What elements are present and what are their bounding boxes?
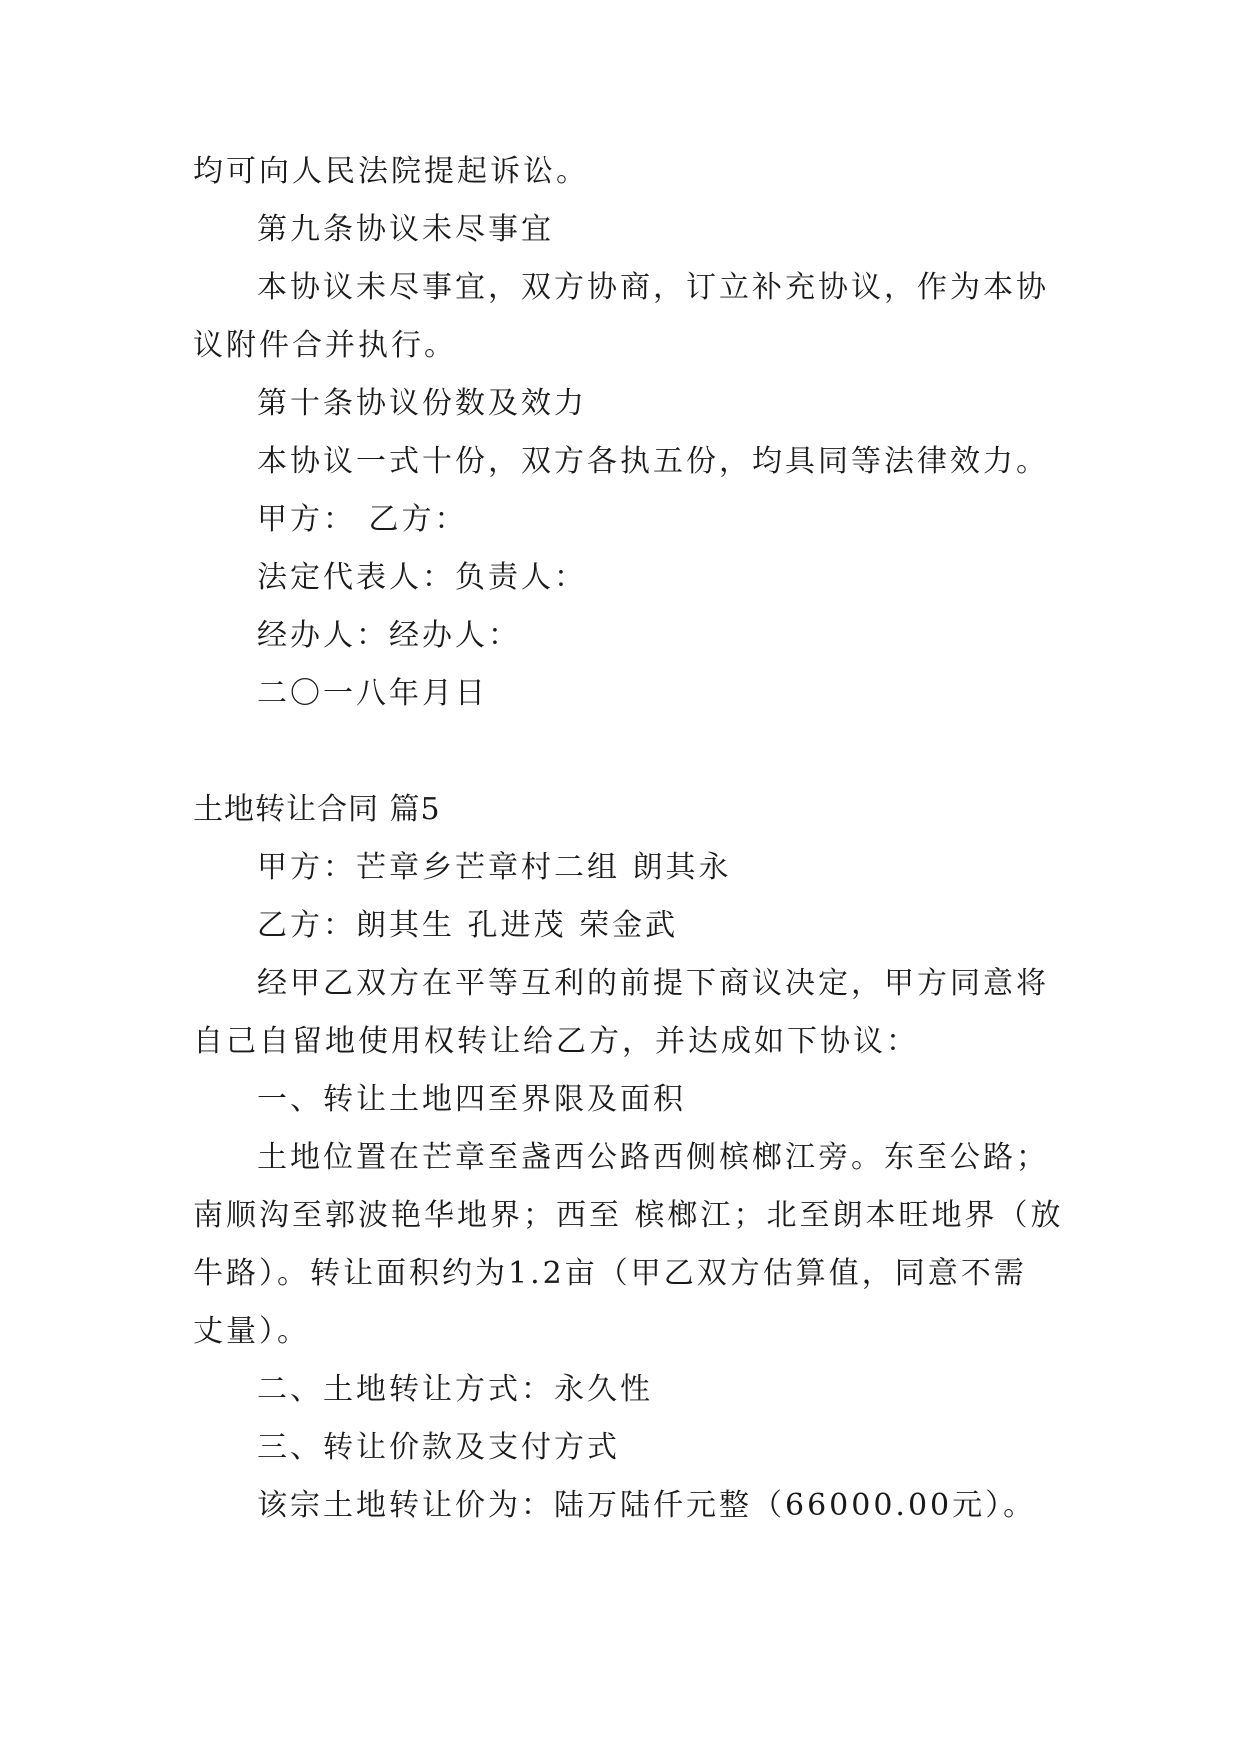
paragraph-line: 丈量）。	[193, 1314, 310, 1349]
section-title: 土地转让合同 篇5	[193, 792, 441, 827]
paragraph-line: 自己自留地使用权转让给乙方，并达成如下协议：	[193, 1024, 919, 1059]
signature-line: 法定代表人：负责人：	[257, 560, 587, 595]
party-line: 乙方：朗其生 孔进茂 荣金武	[257, 908, 679, 943]
paragraph-line: 南顺沟至郭波艳华地界；西至 槟榔江；北至朗本旺地界（放	[193, 1198, 1064, 1233]
paragraph-line: 本协议未尽事宜，双方协商，订立补充协议，作为本协	[257, 270, 1049, 305]
clause-heading: 二、土地转让方式：永久性	[257, 1372, 653, 1407]
paragraph-line: 该宗土地转让价为：陆万陆仟元整（66000.00元）。	[257, 1488, 1037, 1523]
paragraph-line: 均可向人民法院提起诉讼。	[193, 154, 589, 189]
signature-line: 甲方： 乙方：	[257, 502, 468, 537]
clause-heading: 第十条协议份数及效力	[257, 386, 587, 421]
paragraph-line: 本协议一式十份，双方各执五份，均具同等法律效力。	[257, 444, 1049, 479]
date-line: 二〇一八年月日	[257, 676, 488, 711]
clause-heading: 一、转让土地四至界限及面积	[257, 1082, 686, 1117]
signature-line: 经办人：经办人：	[257, 618, 521, 653]
clause-heading: 三、转让价款及支付方式	[257, 1430, 620, 1465]
clause-heading: 第九条协议未尽事宜	[257, 212, 554, 247]
paragraph-line: 牛路）。转让面积约为1.2亩（甲乙双方估算值，同意不需	[193, 1256, 1027, 1291]
paragraph-line: 经甲乙双方在平等互利的前提下商议决定，甲方同意将	[257, 966, 1049, 1001]
paragraph-line: 议附件合并执行。	[193, 328, 457, 363]
paragraph-line: 土地位置在芒章至盏西公路西侧槟榔江旁。东至公路；	[257, 1140, 1049, 1175]
party-line: 甲方：芒章乡芒章村二组 朗其永	[257, 850, 732, 885]
